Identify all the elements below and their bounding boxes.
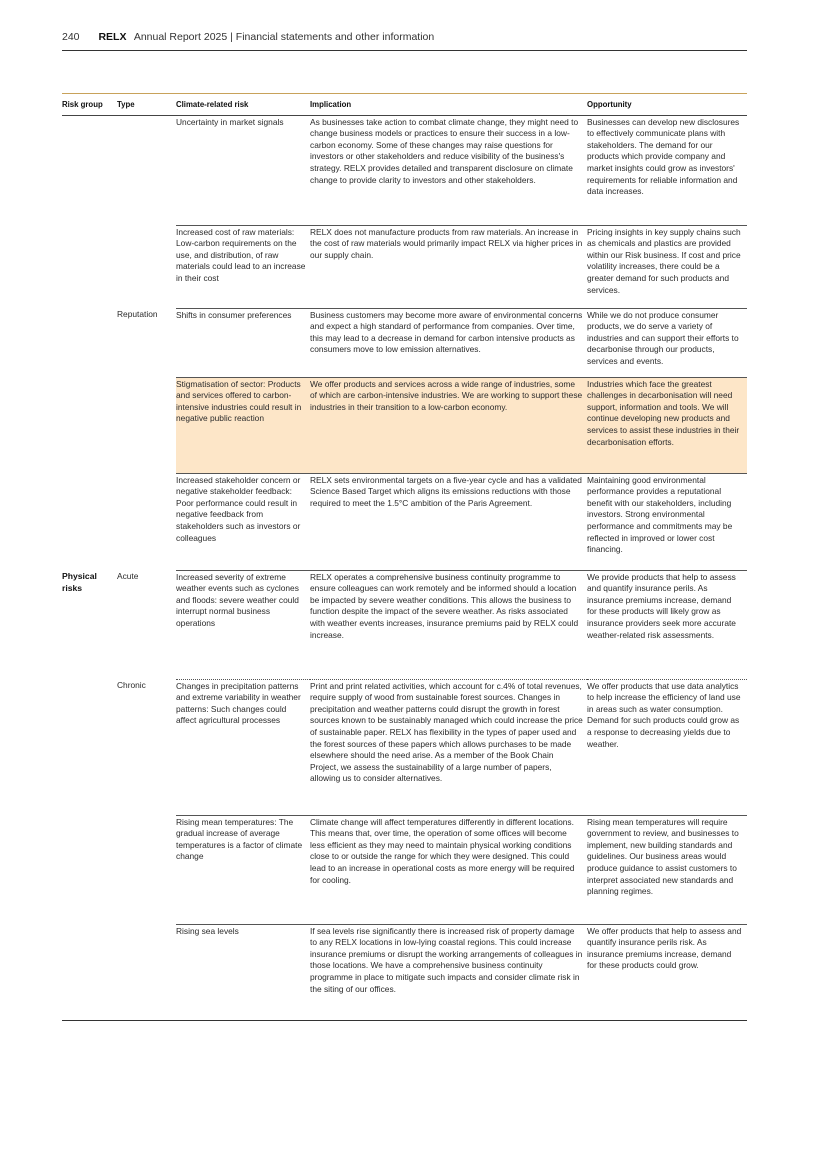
risk-group-cell: [62, 679, 117, 815]
opportunity-cell: We offer products that use data analytics to help increase the efficiency of land use in areas such as water consumption. Demand for such products could grow as a response to decreasing yields due to weather.: [587, 679, 747, 815]
type-cell: [117, 815, 176, 924]
implication-cell: We offer products and services across a wide range of industries, some of which are carbon-intensive industries. We are working to support these industries in their transition to a low-carbon economy.: [310, 377, 587, 473]
climate-risk-cell: Changes in precipitation patterns and extreme variability in weather patterns: Such changes could affect agricultural processes: [176, 679, 310, 815]
risk-group-cell: Physical risks: [62, 571, 97, 593]
implication-cell: RELX does not manufacture products from raw materials. An increase in the cost of raw materials would primarily impact RELX via higher prices in our supply chain.: [310, 225, 587, 308]
risk-group-cell: [62, 225, 117, 308]
climate-risk-cell: Increased stakeholder concern or negative stakeholder feedback: Poor performance could result in negative feedback from stakeholders such as investors or colleagues: [176, 473, 310, 570]
type-cell: Acute: [117, 571, 139, 582]
risk-group-cell: [62, 308, 117, 377]
opportunity-cell: We offer products that help to assess and quantify insurance perils risk. As insurance premiums increase, demand for these products could grow.: [587, 924, 747, 1020]
type-cell: [117, 225, 176, 308]
implication-cell: As businesses take action to combat climate change, they might need to change business models or practices to ensure their success in a low-carbon economy. Some of these changes may raise questions for investors or other stakeholders and reduce visibility of the business's strategy. RELX provides detailed and transparent disclosure on climate change to provide clarity to investors and other stakeholders.: [310, 115, 587, 225]
risk-group-cell: [62, 377, 117, 473]
implication-cell: Climate change will affect temperatures differently in different locations. This means that, over time, the operation of some offices will become less efficient as they may need to maintain physical working conditions close to or outside the range for which they were designed. This could lead to an increase in operational costs as more energy will be required for cooling.: [310, 815, 587, 924]
brand-name: RELX: [98, 31, 127, 43]
climate-risk-cell: Shifts in consumer preferences: [176, 308, 310, 377]
table-row: [62, 924, 747, 1020]
opportunity-cell: Industries which face the greatest challenges in decarbonisation will need support, information and tools. We will continue developing new products and services to assist these industries in their decarbonisation efforts.: [587, 377, 747, 473]
climate-risk-cell: Uncertainty in market signals: [176, 115, 310, 225]
table-row: [62, 308, 747, 377]
table-row: [62, 570, 747, 679]
climate-risk-table: [62, 97, 747, 1021]
table-top-rule: [62, 93, 747, 94]
risk-group-cell: [62, 473, 117, 570]
risk-group-cell: [62, 815, 117, 924]
table-row: [62, 815, 747, 924]
opportunity-cell: We provide products that help to assess and quantify insurance perils. As insurance premiums increase, demand for these products will likely grow as insurance providers seek more accurate weather-related risk assessments.: [587, 570, 747, 679]
implication-cell: Business customers may become more aware of environmental concerns and expect a high standard of performance from companies. Over time, this may lead to a decrease in demand for carbon intensive products as consumers move to low emission alternatives.: [310, 308, 587, 377]
table-row: [62, 679, 747, 815]
table-header-row: [62, 97, 747, 115]
opportunity-cell: Rising mean temperatures will require government to review, and businesses to implement, new building standards and guidelines. Our business areas would produce guidance to assist customers to interpret associated new standards and planning regimes.: [587, 815, 747, 924]
type-cell: Chronic: [117, 680, 146, 691]
implication-cell: RELX operates a comprehensive business continuity programme to ensure colleagues can work remotely and be informed should a location be impacted by severe weather conditions. This allows the business to function despite the impact of the severe weather. As risks associated with weather events increases, insurance premiums paid by RELX could increase.: [310, 570, 587, 679]
implication-cell: If sea levels rise significantly there is increased risk of property damage to any RELX locations in low-lying coastal regions. This could increase insurance premiums or disrupt the working arrangements of colleagues in those locations. We have a comprehensive business continuity programme in place to mitigate such impacts and consider climate risk in the siting of our offices.: [310, 924, 587, 1020]
opportunity-cell: Maintaining good environmental performance provides a reputational benefit with our stakeholders, including investors. Strong environmental performance and commitments may be reflected in improved or lower cost financing.: [587, 473, 747, 570]
implication-cell: RELX sets environmental targets on a five-year cycle and has a validated Science Based Target which aligns its emissions reductions with those required to meet the 1.5°C ambition of the Paris Agreement.: [310, 473, 587, 570]
col-implication: Implication: [310, 97, 587, 115]
col-climate-risk: Climate-related risk: [176, 97, 310, 115]
table-row-highlighted: [62, 377, 747, 473]
type-cell: [117, 473, 176, 570]
table-row: [62, 473, 747, 570]
col-type: Type: [117, 97, 176, 115]
climate-risk-cell: Rising sea levels: [176, 924, 310, 1020]
page-header: [62, 31, 747, 51]
opportunity-cell: Pricing insights in key supply chains such as chemicals and plastics are provided within our Risk business. If cost and price volatility increases, there could be a greater demand for such products and services.: [587, 225, 747, 308]
opportunity-cell: While we do not produce consumer products, we do serve a variety of industries and can support their efforts to decarbonise through our products, services and events.: [587, 308, 747, 377]
table-row: [62, 225, 747, 308]
climate-risk-cell: Increased cost of raw materials: Low-carbon requirements on the use, and distribution, of raw materials could lead to an increase in their cost: [176, 225, 310, 308]
col-opportunity: Opportunity: [587, 97, 747, 115]
opportunity-cell: Businesses can develop new disclosures to effectively communicate plans with stakeholders. The demand for our products which provide company and market insights could grow as investors' requirements for reliable information and data increases.: [587, 115, 747, 225]
page-number: 240: [62, 31, 80, 43]
type-cell: [117, 377, 176, 473]
risk-group-cell: [62, 924, 117, 1020]
climate-risk-cell: Increased severity of extreme weather events such as cyclones and floods: severe weather could interrupt normal business operations: [176, 570, 310, 679]
table-row: [62, 115, 747, 225]
report-title: Annual Report 2025 | Financial statements and other information: [133, 31, 435, 43]
implication-cell: Print and print related activities, which account for c.4% of total revenues, require supply of wood from sustainable forest sources. Changes in precipitation and weather patterns could disrupt the growth in forest sources known to be sustainably managed which could increase the price of sustainable paper. RELX has flexibility in the types of paper used and the forest sources of these papers which allows purchases to be made elsewhere should the need arise. As a member of the Book Chain Project, we assess the sustainability of a large number of papers, allowing us to consider alternatives.: [310, 679, 587, 815]
climate-risk-cell: Rising mean temperatures: The gradual increase of average temperatures is a factor of climate change: [176, 815, 310, 924]
risk-group-cell: [62, 115, 117, 225]
type-cell: Reputation: [117, 309, 158, 320]
type-cell: [117, 115, 176, 225]
col-risk-group: Risk group: [62, 97, 117, 115]
climate-risk-cell: Stigmatisation of sector: Products and services offered to carbon-intensive industries could result in negative public reaction: [176, 377, 310, 473]
type-cell: [117, 924, 176, 1020]
